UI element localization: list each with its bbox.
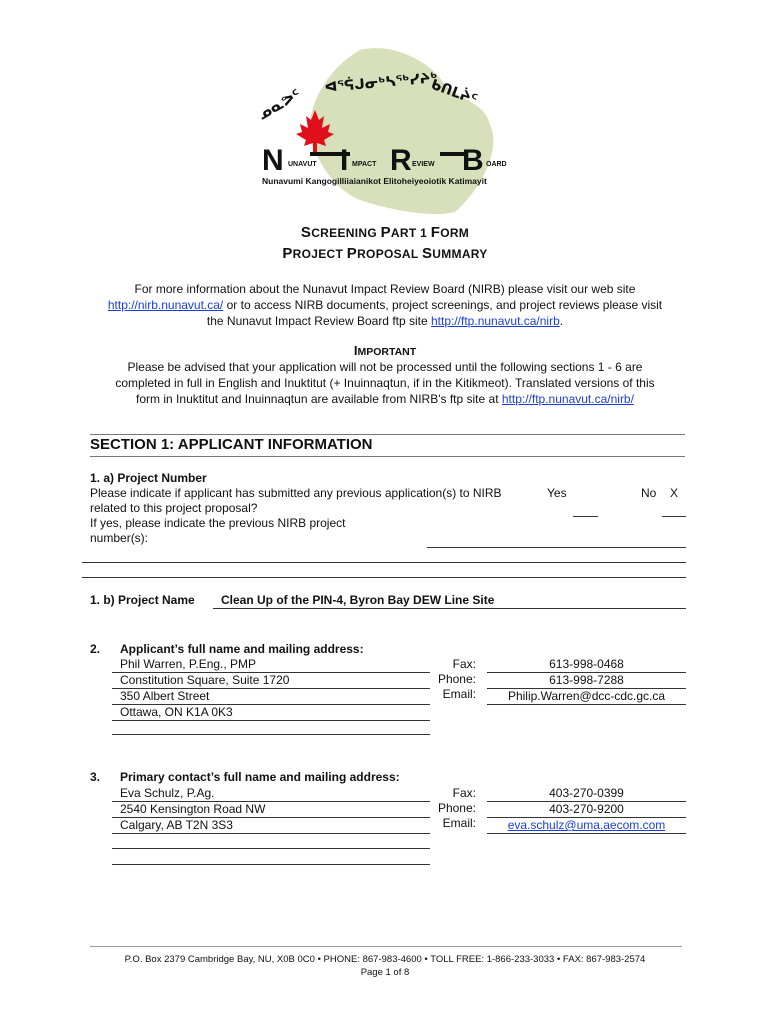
q3-phone-value: 403-270-9200: [487, 802, 686, 818]
q3-address-extra-line-2[interactable]: [112, 864, 430, 865]
nirb-logo-graphic: [240, 40, 540, 220]
section-1-heading: SECTION 1: APPLICANT INFORMATION: [90, 434, 685, 457]
q1a-field-line-1[interactable]: [82, 562, 686, 563]
important-line-1: Please be advised that your application will not be processed until the following sections 1 - 6 are: [127, 360, 643, 374]
syllabics-left: ᓄᓇᕗᑦ: [256, 86, 304, 124]
q3-label: Primary contact’s full name and mailing address:: [120, 770, 400, 784]
wordmark-i: I: [340, 144, 349, 177]
q1a-field-line-2[interactable]: [82, 577, 686, 578]
syllabics-right: ᑲᑎᒪᔩᑦ: [428, 76, 480, 109]
q1a-yes-label: Yes: [547, 486, 567, 500]
intro-line-3: the Nunavut Impact Review Board ftp site http://ftp.nunavut.ca/nirb.: [206, 314, 564, 328]
q3-email-value[interactable]: eva.schulz@uma.aecom.com: [487, 818, 686, 834]
form-subtitle: PROJECT PROPOSAL SUMMARY: [282, 245, 488, 262]
nirb-ftp-link-2[interactable]: http://ftp.nunavut.ca/nirb/: [501, 392, 634, 406]
q3-address[interactable]: Eva Schulz, P.Ag. 2540 Kensington Road NW Calgary, AB T2N 3S3: [112, 786, 430, 834]
wordmark-mpact: MPACT: [352, 161, 377, 168]
q1a-no-label: No: [641, 486, 657, 500]
intro-paragraph: [80, 281, 690, 329]
q3-contact-values[interactable]: [487, 786, 686, 834]
q1a-no-blank[interactable]: [662, 516, 686, 517]
project-name-field[interactable]: Clean Up of the PIN-4, Byron Bay DEW Line Site: [213, 593, 686, 609]
q3-number: 3.: [90, 770, 101, 784]
intro-line-1: For more information about the Nunavut Impact Review Board (NIRB) please visit our web site: [134, 282, 636, 296]
nirb-logo: [240, 40, 540, 220]
q1a-label: 1. a) Project Number: [90, 471, 207, 485]
q2-contact-values[interactable]: [487, 657, 686, 705]
q2-address[interactable]: Phil Warren, P.Eng., PMP Constitution Square, Suite 1720 350 Albert Street Ottawa, ON K1A 0K3: [112, 657, 430, 721]
important-line-2: completed in full in English and Inuktitut (+ Inuinnaqtun, if in the Kitikmeot). Translated versions of this: [115, 376, 655, 390]
q2-fax-value: 613-998-0468: [487, 657, 686, 673]
wordmark-r: R: [390, 144, 412, 177]
q2-number: 2.: [90, 642, 101, 656]
q2-phone-value: 613-998-7288: [487, 673, 686, 689]
q2-email-value: Philip.Warren@dcc-cdc.gc.ca: [487, 689, 686, 705]
footer-divider: [90, 946, 682, 947]
wordmark-unavut: UNAVUT: [288, 161, 317, 168]
footer-address: P.O. Box 2379 Cambridge Bay, NU, X0B 0C0 • PHONE: 867-983-4600 • TOLL FREE: 1-866-233-3033 • FAX: 867-983-2574: [124, 954, 646, 965]
important-paragraph: [80, 359, 690, 407]
footer-page-number: Page 1 of 8: [360, 967, 410, 978]
intro-line-2: http://nirb.nunavut.ca/ or to access NIRB documents, project screenings, and project reviews please visit: [107, 298, 663, 312]
q1a-project-number-field[interactable]: [427, 547, 686, 548]
q3-contact-labels: Fax: Phone: Email:: [437, 786, 476, 830]
nirb-ftp-link[interactable]: http://ftp.nunavut.ca/nirb: [431, 314, 560, 328]
q3-fax-value: 403-270-0399: [487, 786, 686, 802]
q2-label: Applicant’s full name and mailing address:: [120, 642, 364, 656]
wordmark-n: N: [262, 144, 284, 177]
wordmark-eview: EVIEW: [412, 161, 435, 168]
q2-address-extra-line[interactable]: [112, 734, 430, 735]
wordmark-b: B: [462, 144, 484, 177]
form-title: SCREENING PART 1 FORM: [300, 224, 470, 241]
nirb-website-link[interactable]: http://nirb.nunavut.ca/: [107, 298, 224, 312]
q2-contact-labels: Fax: Phone: Email:: [437, 657, 476, 701]
logo-tagline: Nunavumi Kangogilliiaianikot Elitoheiyeoiotik Katimayit: [262, 176, 487, 186]
q1a-no-mark[interactable]: X: [670, 486, 679, 500]
important-heading: IMPORTANT: [353, 343, 417, 358]
q1a-yes-blank[interactable]: [573, 516, 598, 517]
q3-address-extra-line-1[interactable]: [112, 848, 430, 849]
wordmark-oard: OARD: [486, 161, 507, 168]
q1a-text: Please indicate if applicant has submitted any previous application(s) to NIRB related to this project proposal? If yes, please indicate the previous NIRB project number(s):: [90, 486, 502, 545]
important-line-3: form in Inuktitut and Inuinnaqtun are available from NIRB's ftp site at http://ftp.nunavut.ca/nirb/: [136, 392, 634, 406]
q1b-label: 1. b) Project Name: [90, 593, 195, 607]
syllabics-mid: ᐊᕐᕌᒍᓂᒃᓴᖅᓯᔨᒃ: [323, 70, 439, 96]
